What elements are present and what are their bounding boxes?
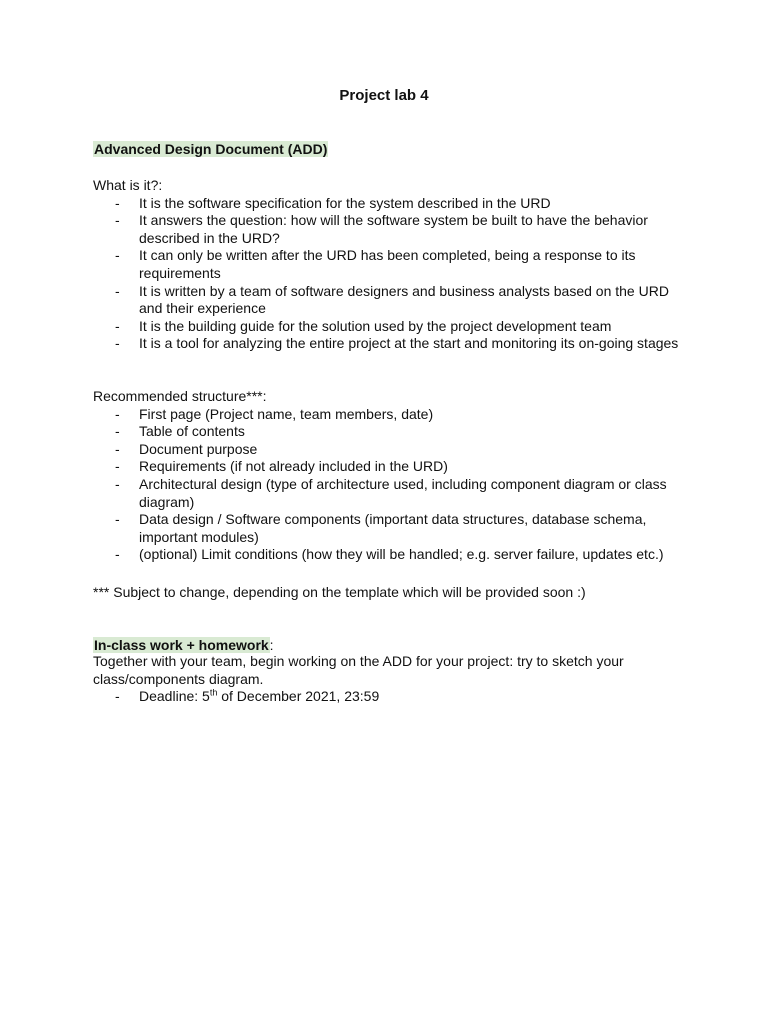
list-item-text: First page (Project name, team members, date)	[139, 405, 434, 422]
list-item-text: Requirements (if not already included in the URD)	[139, 458, 448, 475]
dash-bullet: -	[115, 511, 120, 528]
deadline-prefix: Deadline: 5	[139, 688, 210, 705]
homework-text: Together with your team, begin working on the ADD for your project: try to sketch your class/components diagram.	[93, 653, 624, 687]
dash-bullet: -	[115, 335, 120, 352]
structure-note: *** Subject to change, depending on the template which will be provided soon :)	[93, 584, 586, 600]
list-item	[93, 406, 693, 424]
list-item	[93, 441, 693, 459]
list-item	[93, 458, 693, 476]
list-item-text: It is the building guide for the solution used by the project development team	[139, 317, 612, 334]
structure-label: Recommended structure***:	[93, 388, 267, 404]
list-item	[93, 212, 693, 247]
dash-bullet: -	[115, 247, 120, 264]
list-item	[93, 318, 693, 336]
list-item	[93, 247, 693, 282]
what-is-it-label: What is it?:	[93, 177, 163, 193]
dash-bullet: -	[115, 546, 120, 563]
list-item-text: Architectural design (type of architecture used, including component diagram or class diagram)	[139, 475, 667, 510]
homework-heading: In-class work + homework	[94, 637, 269, 653]
list-item	[93, 511, 693, 546]
dash-bullet: -	[115, 194, 120, 211]
homework-text-block	[93, 653, 693, 706]
dash-bullet: -	[115, 282, 120, 299]
list-item-text: (optional) Limit conditions (how they will be handled; e.g. server failure, updates etc.)	[139, 546, 664, 563]
homework-heading-block	[93, 637, 693, 655]
list-item-text: Document purpose	[139, 440, 258, 457]
dash-bullet: -	[115, 423, 120, 440]
add-heading-block	[93, 141, 693, 159]
dash-bullet: -	[115, 688, 120, 705]
list-item-text: Table of contents	[139, 423, 245, 440]
list-item	[93, 283, 693, 318]
add-list	[93, 195, 693, 353]
list-item	[93, 195, 693, 213]
list-item-text: It is a tool for analyzing the entire project at the start and monitoring its on-going stages	[139, 335, 679, 352]
dash-bullet: -	[115, 475, 120, 492]
dash-bullet: -	[115, 458, 120, 475]
deadline-list	[93, 688, 693, 706]
dash-bullet: -	[115, 440, 120, 457]
list-item-text: It is the software specification for the system described in the URD	[139, 194, 551, 211]
homework-heading-colon: :	[269, 637, 274, 653]
list-item	[93, 546, 693, 564]
list-item	[93, 688, 693, 706]
list-item-text: It is written by a team of software designers and business analysts based on the URD and their experience	[139, 282, 669, 317]
structure-block	[93, 388, 693, 564]
list-item	[93, 335, 693, 353]
dash-bullet: -	[115, 317, 120, 334]
list-item	[93, 423, 693, 441]
deadline-suffix: of December 2021, 23:59	[217, 688, 380, 705]
list-item-text: Data design / Software components (important data structures, database schema, important modules)	[139, 511, 647, 545]
deadline-superscript: th	[209, 687, 218, 698]
add-description-block	[93, 177, 693, 353]
dash-bullet: -	[115, 212, 120, 229]
list-item-text: It answers the question: how will the software system be built to have the behavior described in the URD?	[139, 212, 648, 246]
add-heading: Advanced Design Document (ADD)	[94, 141, 328, 157]
structure-list	[93, 406, 693, 564]
dash-bullet: -	[115, 405, 120, 422]
list-item-text: It can only be written after the URD has been completed, being a response to its requirements	[139, 247, 636, 281]
page-title: Project lab 4	[339, 87, 429, 104]
list-item	[93, 476, 693, 511]
